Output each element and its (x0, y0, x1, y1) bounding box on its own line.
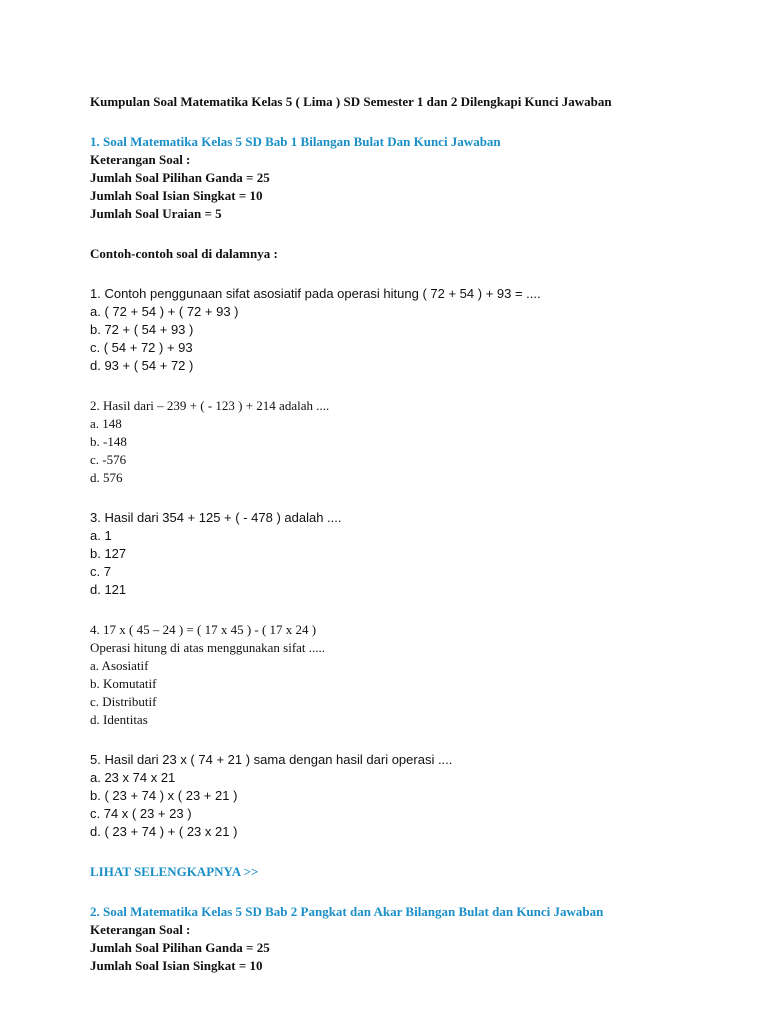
section-2-info-label: Keterangan Soal : (90, 922, 191, 937)
question-4-subtext: Operasi hitung di atas menggunakan sifat ..... (90, 640, 326, 655)
question-1: 1. Contoh penggunaan sifat asosiatif pada operasi hitung ( 72 + 54 ) + 93 = .... (90, 286, 541, 301)
section-2-info-isian: Jumlah Soal Isian Singkat = 10 (90, 958, 263, 973)
question-5-option-a: a. 23 x 74 x 21 (90, 770, 176, 785)
section-1-info-isian: Jumlah Soal Isian Singkat = 10 (90, 188, 263, 203)
question-5-option-b: b. ( 23 + 74 ) x ( 23 + 21 ) (90, 788, 238, 803)
question-1-option-a: a. ( 72 + 54 ) + ( 72 + 93 ) (90, 304, 239, 319)
question-3-option-a: a. 1 (90, 528, 112, 543)
question-2-option-b: b. -148 (90, 434, 127, 449)
question-3: 3. Hasil dari 354 + 125 + ( - 478 ) adalah .... (90, 510, 342, 525)
question-3-option-b: b. 127 (90, 546, 127, 561)
section-1-info-uraian: Jumlah Soal Uraian = 5 (90, 206, 222, 221)
section-2-heading: 2. Soal Matematika Kelas 5 SD Bab 2 Pangkat dan Akar Bilangan Bulat dan Kunci Jawaban (90, 904, 604, 919)
question-4: 4. 17 x ( 45 – 24 ) = ( 17 x 45 ) - ( 17 x 24 ) (90, 622, 317, 637)
examples-label: Contoh-contoh soal di dalamnya : (90, 246, 278, 261)
document-title: Kumpulan Soal Matematika Kelas 5 ( Lima ) SD Semester 1 dan 2 Dilengkapi Kunci Jawaban (90, 94, 612, 109)
question-1-option-b: b. 72 + ( 54 + 93 ) (90, 322, 194, 337)
question-2-option-d: d. 576 (90, 470, 123, 485)
question-5: 5. Hasil dari 23 x ( 74 + 21 ) sama dengan hasil dari operasi .... (90, 752, 453, 767)
section-2-info-pg: Jumlah Soal Pilihan Ganda = 25 (90, 940, 270, 955)
question-1-option-c: c. ( 54 + 72 ) + 93 (90, 340, 193, 355)
question-4-option-c: c. Distributif (90, 694, 157, 709)
question-2: 2. Hasil dari – 239 + ( - 123 ) + 214 adalah .... (90, 398, 330, 413)
document-content (90, 93, 730, 975)
section-1-info-pg: Jumlah Soal Pilihan Ganda = 25 (90, 170, 270, 185)
question-5-option-d: d. ( 23 + 74 ) + ( 23 x 21 ) (90, 824, 238, 839)
section-1-info-label: Keterangan Soal : (90, 152, 191, 167)
question-5-option-c: c. 74 x ( 23 + 23 ) (90, 806, 192, 821)
question-3-option-c: c. 7 (90, 564, 111, 579)
question-2-option-c: c. -576 (90, 452, 127, 467)
question-1-option-d: d. 93 + ( 54 + 72 ) (90, 358, 194, 373)
question-3-option-d: d. 121 (90, 582, 127, 597)
question-4-option-d: d. Identitas (90, 712, 148, 727)
question-4-option-a: a. Asosiatif (90, 658, 149, 673)
section-1-heading: 1. Soal Matematika Kelas 5 SD Bab 1 Bilangan Bulat Dan Kunci Jawaban (90, 134, 501, 149)
question-4-option-b: b. Komutatif (90, 676, 157, 691)
question-2-option-a: a. 148 (90, 416, 122, 431)
see-more-link[interactable]: LIHAT SELENGKAPNYA >> (90, 864, 259, 879)
